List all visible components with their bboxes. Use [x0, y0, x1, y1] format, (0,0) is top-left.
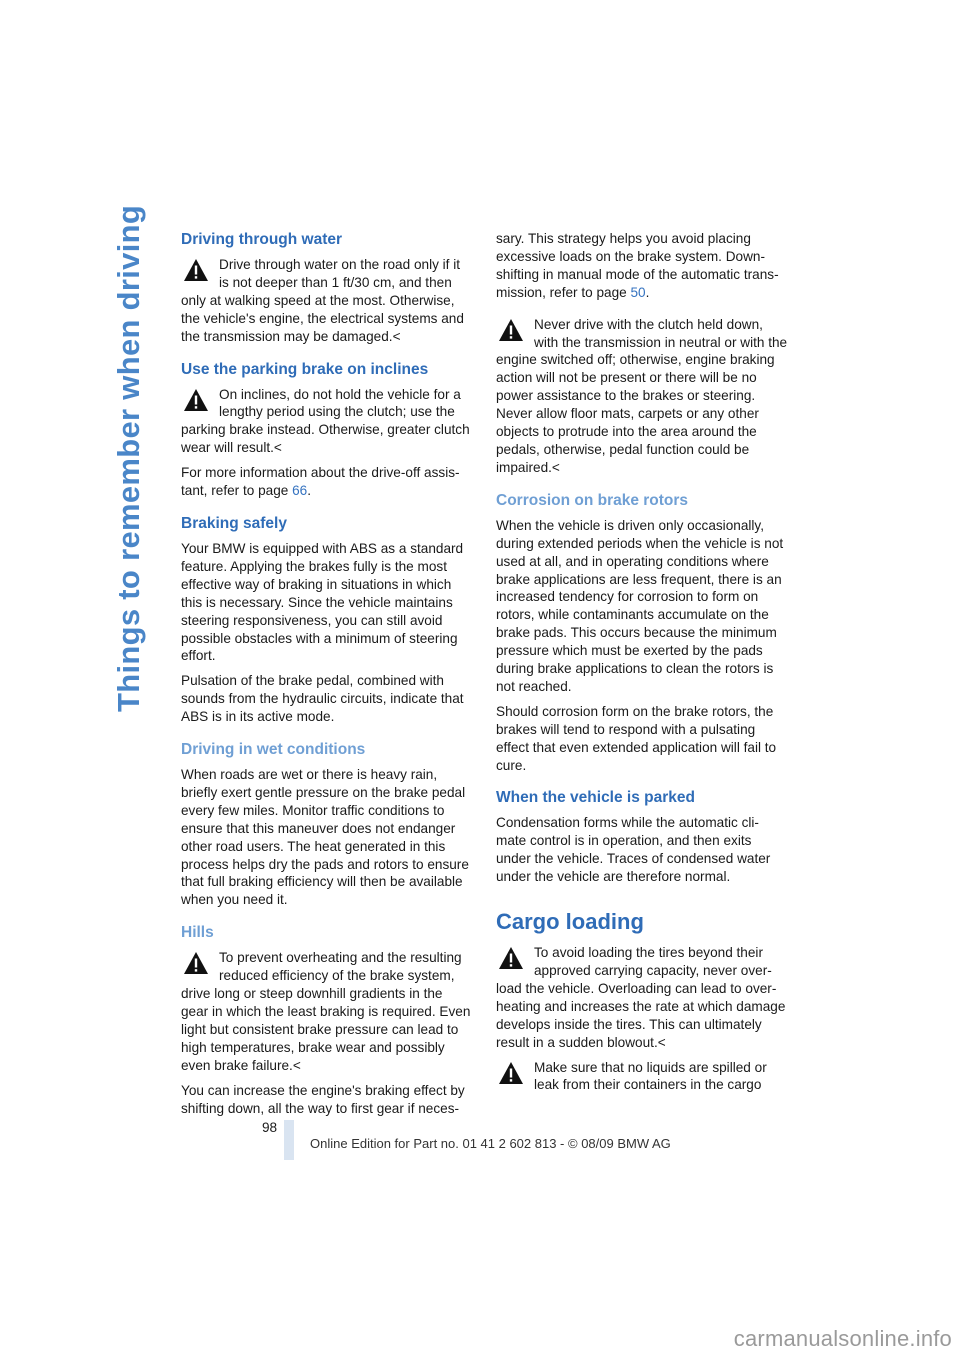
warning-text: Never drive with the clutch held down, with the transmission in neutral or with the engine switched off; otherwise, engine braking action will not be present or there will be no power assistance to the brakes or steering. Never allow floor mats, carpets or any other objects to protrude into the area around the pedals, otherwise, pedal function could be impaired.< [496, 316, 788, 475]
heading-cargo-loading: Cargo loading [496, 909, 644, 935]
footer-edition: Online Edition for Part no. 01 41 2 602 813 - © 08/09 BMW AG [310, 1136, 671, 1151]
warning-block [496, 1059, 788, 1095]
paragraph [181, 464, 471, 500]
paragraph: Condensation forms while the automatic cli-mate control is in operation, and then exits under the vehicle. Traces of condensed water under the vehicle are therefore normal. [496, 815, 771, 885]
heading-vehicle-parked: When the vehicle is parked [496, 789, 695, 807]
warning-text: To avoid loading the tires beyond their approved carrying capacity, never over-load the vehicle. Overloading can lead to over-heating and increases the rate at which damage develops inside the tires. This can ultimately result in a sudden blowout.< [496, 945, 786, 1050]
paragraph: Should corrosion form on the brake rotors, the brakes will tend to respond with a pulsating effect that even extended application will fail to cure. [496, 703, 777, 773]
warning-triangle-icon [183, 258, 209, 282]
warning-block [496, 944, 788, 1051]
page-link-66[interactable]: 66 [292, 483, 308, 499]
heading-hills: Hills [181, 924, 214, 942]
warning-block [181, 949, 471, 1074]
warning-triangle-icon [183, 951, 209, 975]
warning-block [181, 256, 471, 346]
warning-triangle-icon [498, 318, 524, 342]
heading-driving-through-water: Driving through water [181, 231, 343, 248]
paragraph: When the vehicle is driven only occasionally, during extended periods when the vehicle is not used at all, and in operating conditions where brake applications are less frequent, there is an increased tendency for corrosion to form on rotors, while contaminants accumulate on the brake pads. This occurs because the minimum pressure which must be exerted by the pads during brake applications to clean the rotors is not reached. [496, 517, 784, 694]
page-number: 98 [262, 1120, 278, 1135]
paragraph-text: sary. This strategy helps you avoid placing excessive loads on the brake system. Down-shifting in manual mode of the automatic trans-mission, refer to page [496, 231, 779, 300]
heading-driving-wet-conditions: Driving in wet conditions [181, 741, 366, 759]
warning-text: Drive through water on the road only if it is not deeper than 1 ft/30 cm, and then only at walking speed at the most. Otherwise, the vehicle's engine, the electrical systems and the transmission may be damaged.< [181, 257, 464, 344]
page-link-50[interactable]: 50 [630, 284, 646, 300]
heading-corrosion-brake-rotors: Corrosion on brake rotors [496, 491, 689, 509]
warning-text: To prevent overheating and the resulting reduced efficiency of the brake system, drive long or steep downhill gradients in the gear in which the least braking is required. Even light but consistent brake pressure can lead to high temperatures, brake wear and possibly even brake failure.< [181, 950, 471, 1073]
warning-triangle-icon [498, 1061, 524, 1085]
warning-triangle-icon [498, 946, 524, 970]
warning-triangle-icon [183, 388, 209, 412]
footer-accent-bar [284, 1120, 294, 1160]
heading-parking-brake-inclines: Use the parking brake on inclines [181, 360, 429, 378]
warning-block [181, 386, 471, 458]
paragraph-text: . [645, 284, 650, 300]
paragraph [496, 230, 788, 302]
left-column [181, 230, 471, 1124]
paragraph-text: . [307, 483, 311, 499]
paragraph: Pulsation of the brake pedal, combined with sounds from the hydraulic circuits, indicate that ABS is in its active mode. [181, 673, 464, 725]
watermark: carmanualsonline.info [733, 1326, 952, 1351]
right-column [496, 230, 788, 1101]
paragraph: When roads are wet or there is heavy rain, briefly exert gentle pressure on the brake pedal every few miles. Monitor traffic conditions to ensure that this maneuver does not endanger other road users. The heat generated in this process helps dry the pads and rotors to ensure that full braking efficiency will then be available when you need it. [181, 767, 469, 908]
paragraph: Your BMW is equipped with ABS as a standard feature. Applying the brakes fully is the most effective way of braking in situations in which this is necessary. Since the vehicle maintains steering responsiveness, you can still avoid possible obstacles with a minimum of steering effort. [181, 540, 464, 664]
side-section-title [107, 204, 155, 712]
warning-block [496, 316, 788, 477]
warning-text: On inclines, do not hold the vehicle for a lengthy period using the clutch; use the parking brake instead. Otherwise, greater clutch wear will result.< [181, 386, 470, 456]
warning-text: Make sure that no liquids are spilled or leak from their containers in the cargo [534, 1059, 767, 1093]
paragraph: You can increase the engine's braking effect by shifting down, all the way to first gear if neces- [181, 1082, 465, 1116]
side-section-title-text: Things to remember when driving [111, 204, 146, 712]
paragraph-text: For more information about the drive-off assis-tant, refer to page [181, 465, 460, 499]
heading-braking-safely: Braking safely [181, 514, 287, 532]
